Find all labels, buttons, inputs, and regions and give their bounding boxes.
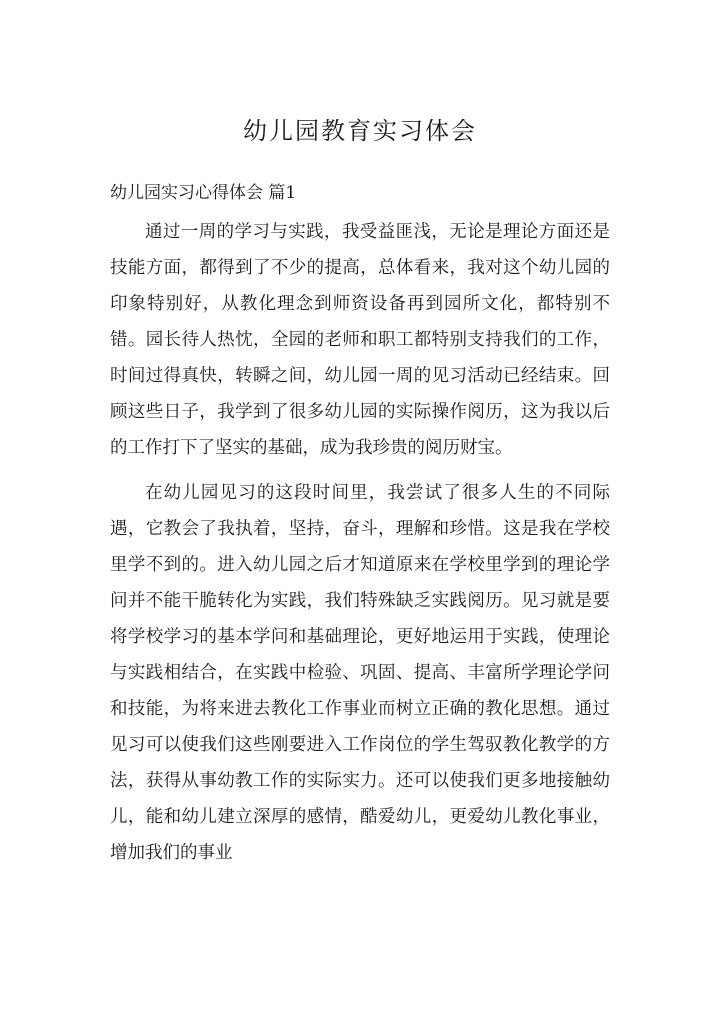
section-heading: 幼儿园实习心得体会 篇1 [110, 183, 297, 203]
document-body [110, 214, 610, 880]
paragraph-2: 在幼儿园见习的这段时间里，我尝试了很多人生的不同际遇，它教会了我执着，坚持，奋斗，理解和珍惜。这是我在学校里学不到的。进入幼儿园之后才知道原来在学校里学到的理论学问并不能干脆转化为实践，我们特殊缺乏实践阅历。见习就是要将学校学习的基本学问和基础理论，更好地运用于实践，使理论与实践相结合，在实践中检验、巩固、提高、丰富所学理论学问和技能，为将来进去教化工作事业而树立正确的教化思想。通过见习可以使我们这些刚要进入工作岗位的学生驾驭教化教学的方法，获得从事幼教工作的实际实力。还可以使我们更多地接触幼儿，能和幼儿建立深厚的感情，酷爱幼儿，更爱幼儿教化事业，增加我们的事业 [110, 483, 610, 863]
page-title: 幼儿园教育实习体会 [243, 117, 477, 145]
paragraph-1: 通过一周的学习与实践，我受益匪浅，无论是理论方面还是技能方面，都得到了不少的提高，总体看来，我对这个幼儿园的印象特别好，从教化理念到师资设备再到园所文化，都特别不错。园长待人热忱，全园的老师和职工都特别支持我们的工作，时间过得真快，转瞬之间，幼儿园一周的见习活动已经结束。回顾这些日子，我学到了很多幼儿园的实际操作阅历，这为我以后的工作打下了坚实的基础，成为我珍贵的阅历财宝。 [110, 222, 610, 458]
